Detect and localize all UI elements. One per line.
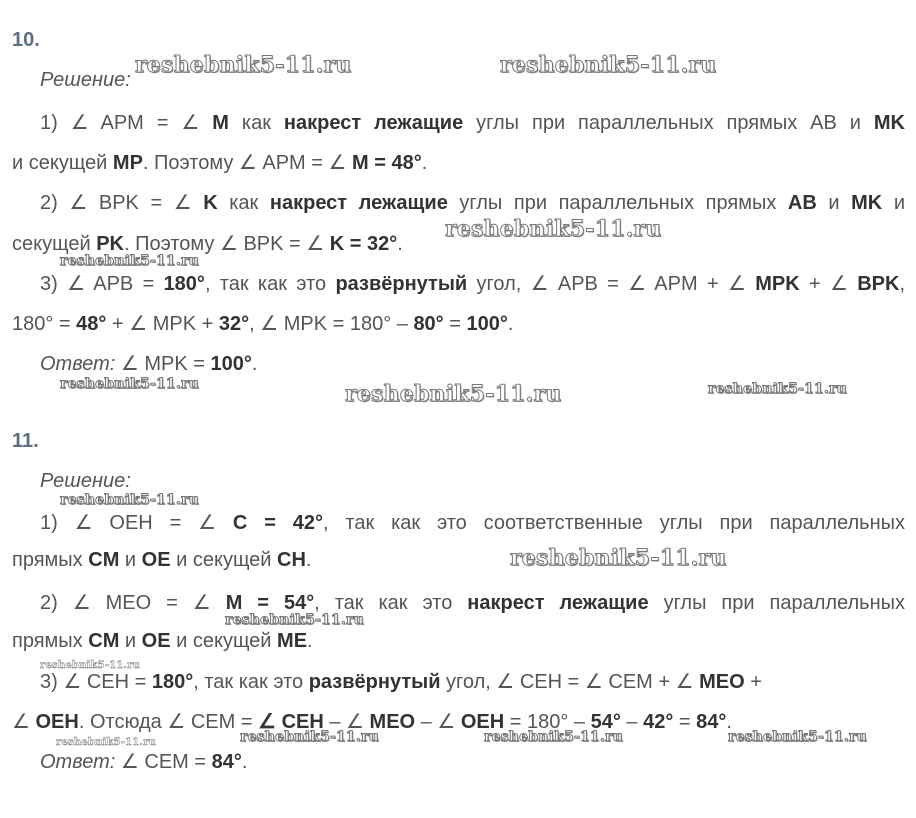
watermark: reshebnik5-11.ru xyxy=(484,729,623,745)
solution-label: Решение: xyxy=(40,69,131,91)
task11-line1: 1) ∠ OEH = ∠ C = 42°, так как это соответственные углы при параллельных xyxy=(40,512,905,534)
watermark: reshebnik5-11.ru xyxy=(345,381,562,407)
watermark: reshebnik5-11.ru xyxy=(510,545,727,571)
watermark: reshebnik5-11.ru xyxy=(60,376,199,392)
task11-line4: прямых CM и OE и секущей ME. xyxy=(12,630,313,652)
watermark: reshebnik5-11.ru xyxy=(60,492,199,508)
watermark: reshebnik5-11.ru xyxy=(708,381,847,397)
task11-line6: ∠ OEH. Отсюда ∠ CEM = ∠ CEH – ∠ MEO – ∠ OEH = 180° – 54° – 42° = 84°. xyxy=(12,711,732,733)
watermark: reshebnik5-11.ru xyxy=(60,253,199,269)
task-number: 11. xyxy=(12,430,39,452)
watermark: reshebnik5-11.ru xyxy=(40,660,141,671)
task-number: 10. xyxy=(12,29,40,51)
task10-line2: и секущей MP. Поэтому ∠ APM = ∠ M = 48°. xyxy=(12,152,428,174)
watermark: reshebnik5-11.ru xyxy=(728,729,867,745)
task10-line3: 2) ∠ BPK = ∠ K как накрест лежащие углы при параллельных прямых AB и MK и xyxy=(40,192,905,214)
solution-label: Решение: xyxy=(40,470,131,492)
task10-answer: Ответ: ∠ MPK = 100°. xyxy=(40,353,258,375)
watermark: reshebnik5-11.ru xyxy=(225,612,364,628)
watermark: reshebnik5-11.ru xyxy=(240,729,379,745)
task10-line5: 3) ∠ APB = 180°, так как это развёрнутый угол, ∠ APB = ∠ APM + ∠ MPK + ∠ BPK, xyxy=(40,273,905,295)
task10-line1: 1) ∠ APM = ∠ M как накрест лежащие углы при параллельных прямых AB и MK xyxy=(40,112,905,134)
task11-line3: 2) ∠ MEO = ∠ M = 54°, так как это накрест лежащие углы при параллельных xyxy=(40,592,906,614)
watermark: reshebnik5-11.ru xyxy=(135,52,352,78)
watermark: reshebnik5-11.ru xyxy=(445,216,662,242)
task11-line2: прямых CM и OE и секущей CH. xyxy=(12,549,312,571)
watermark: reshebnik5-11.ru xyxy=(56,737,157,748)
task11-answer: Ответ: ∠ CEM = 84°. xyxy=(40,751,248,773)
task11-line5: 3) ∠ CEH = 180°, так как это развёрнутый угол, ∠ CEH = ∠ CEM + ∠ MEO + xyxy=(40,671,762,693)
task10-line6: 180° = 48° + ∠ MPK + 32°, ∠ MPK = 180° – 80° = 100°. xyxy=(12,313,514,335)
task10-line4: секущей PK. Поэтому ∠ BPK = ∠ K = 32°. xyxy=(12,233,403,255)
watermark: reshebnik5-11.ru xyxy=(500,52,717,78)
